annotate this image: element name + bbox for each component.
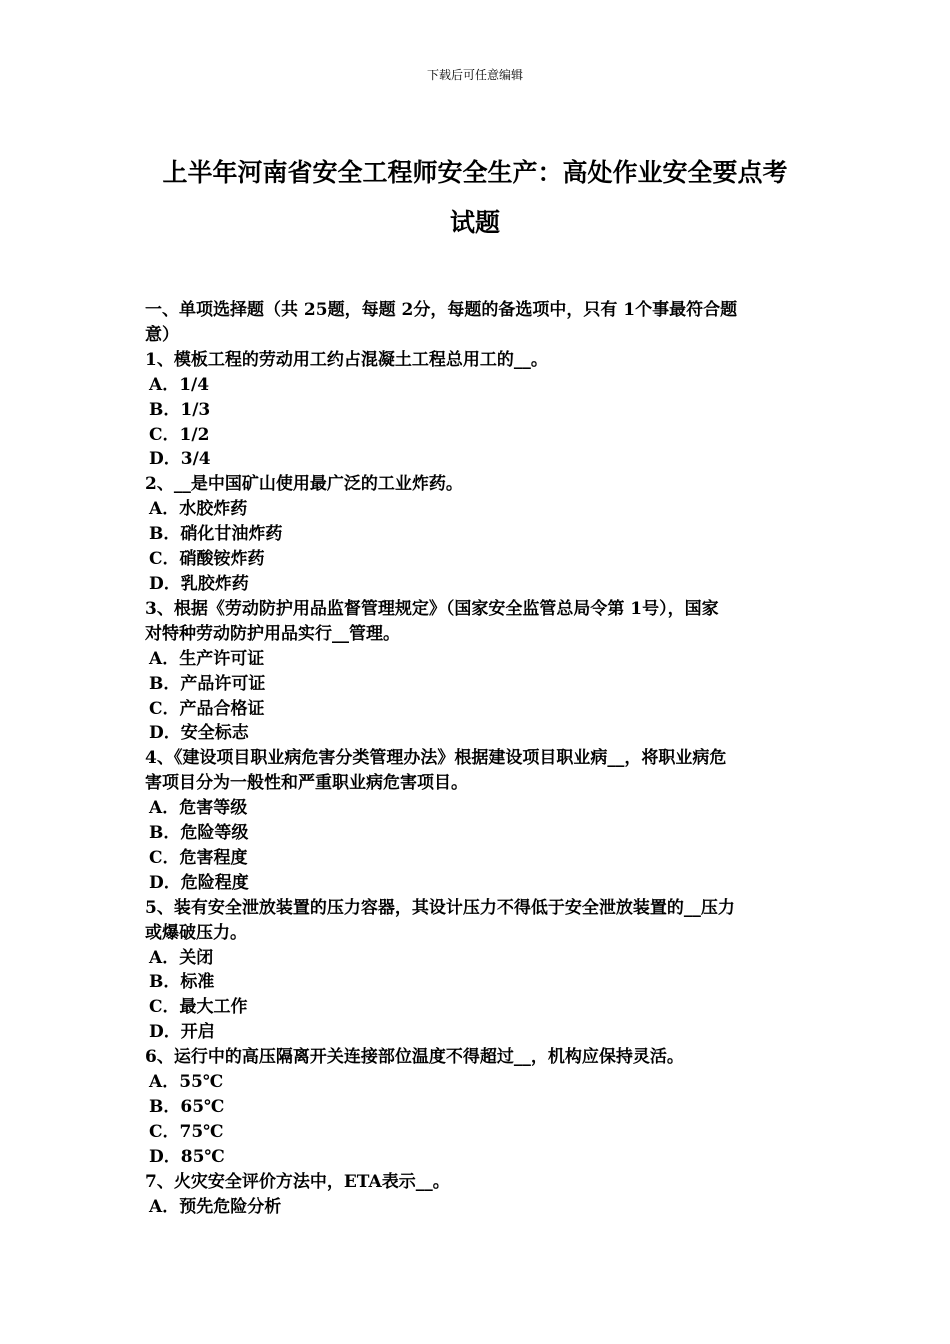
answer-option: A．生产许可证: [149, 648, 265, 669]
question-text: 对特种劳动防护用品实行__管理。: [145, 623, 400, 644]
answer-option: C．最大工作: [149, 997, 248, 1018]
answer-option: B．产品许可证: [149, 673, 266, 694]
answer-option: A．关闭: [149, 947, 214, 968]
document-title: [140, 148, 810, 248]
answer-option: A．危害等级: [149, 798, 248, 819]
answer-option: B．标准: [149, 972, 215, 993]
question-text: 4、《建设项目职业病危害分类管理办法》根据建设项目职业病__，将职业病危: [145, 748, 727, 769]
question-text: 7、火灾安全评价方法中，ETA表示__。: [145, 1171, 450, 1192]
header-note: 下载后可任意编辑: [426, 68, 523, 82]
answer-option: D．乳胶炸药: [149, 573, 249, 594]
question-item: [145, 1170, 810, 1220]
question-text: 害项目分为一般性和严重职业病危害项目。: [145, 773, 468, 794]
question-text: 2、__是中国矿山使用最广泛的工业炸药。: [145, 474, 463, 495]
answer-option: A．水胶炸药: [149, 499, 248, 520]
answer-option: C．75℃: [149, 1121, 224, 1142]
answer-option: D．3/4: [149, 449, 211, 470]
section-heading-cont: 意）: [145, 324, 179, 345]
title-line: 上半年河南省安全工程师安全生产：高处作业安全要点考: [162, 158, 788, 187]
title-line: 试题: [449, 208, 500, 237]
section-heading: 一、单项选择题（共 25题，每题 2分，每题的备选项中，只有 1个事最符合题: [145, 300, 738, 320]
answer-option: B．65℃: [149, 1097, 225, 1117]
answer-option: D．开启: [149, 1022, 215, 1043]
answer-option: D．85℃: [149, 1146, 225, 1167]
answer-option: D．危险程度: [149, 872, 249, 893]
answer-option: A．55℃: [149, 1072, 224, 1093]
question-item: [145, 472, 810, 597]
answer-option: D．安全标志: [149, 723, 249, 744]
answer-option: B．危险等级: [149, 823, 249, 844]
question-item: [145, 1045, 810, 1170]
question-text: 或爆破压力。: [145, 922, 247, 943]
question-text: 6、运行中的高压隔离开关连接部位温度不得超过__，机构应保持灵活。: [145, 1047, 684, 1068]
answer-option: C．硝酸铵炸药: [149, 549, 265, 570]
question-item: [145, 597, 810, 746]
question-item: [145, 746, 810, 895]
answer-option: C．产品合格证: [149, 698, 265, 719]
answer-option: A．预先危险分析: [149, 1196, 282, 1217]
question-text: 3、根据《劳动防护用品监督管理规定》（国家安全监管总局令第 1号），国家: [145, 598, 719, 619]
answer-option: C．1/2: [149, 424, 210, 445]
answer-option: B．硝化甘油炸药: [149, 524, 283, 545]
answer-option: A．1/4: [149, 374, 210, 395]
question-item: [145, 348, 810, 473]
question-item: [145, 896, 810, 1045]
document-body: [145, 298, 810, 1220]
question-list: [145, 348, 810, 1220]
answer-option: B．1/3: [149, 399, 211, 420]
question-text: 5、装有安全泄放装置的压力容器，其设计压力不得低于安全泄放装置的__压力: [145, 897, 735, 918]
question-text: 1、模板工程的劳动用工约占混凝土工程总用工的__。: [145, 349, 548, 370]
answer-option: C．危害程度: [149, 847, 248, 868]
